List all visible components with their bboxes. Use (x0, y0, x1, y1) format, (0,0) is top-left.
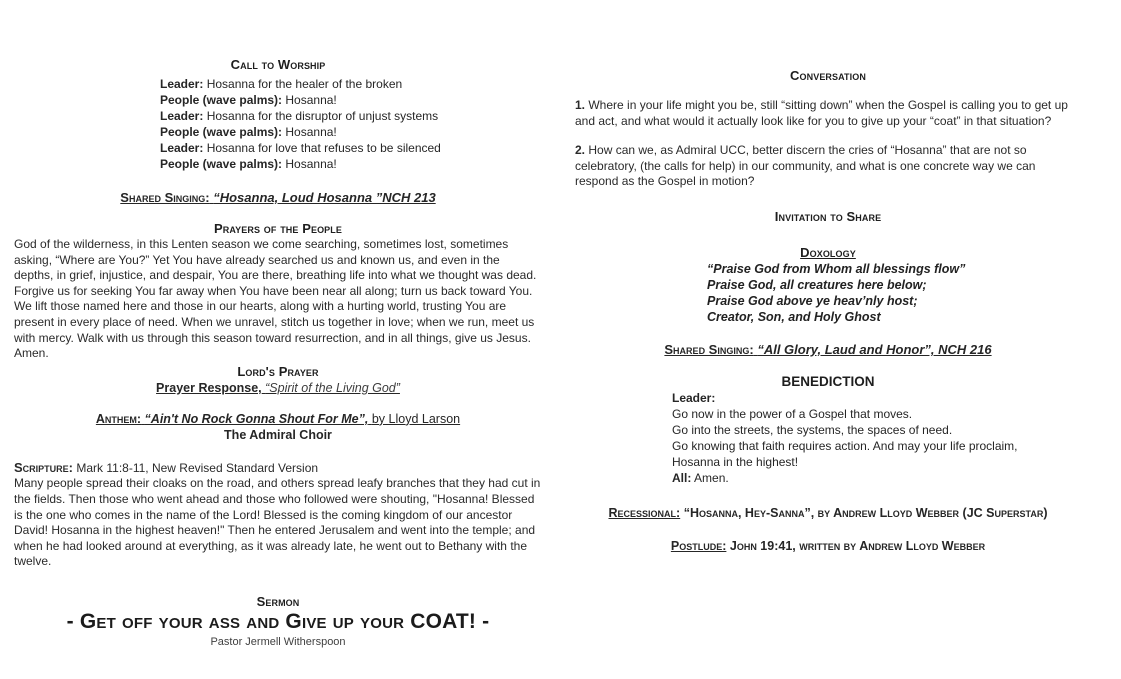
speaker-label: People (wave palms): (160, 125, 283, 139)
speaker-label: People (wave palms): (160, 93, 283, 107)
right-column (575, 0, 1081, 554)
postlude-line (575, 538, 1081, 554)
anthem-title: “Ain't No Rock Gonna Shout For Me”, (144, 411, 369, 426)
sermon-title: - Get off your ass and Give up your COAT! - (66, 609, 490, 633)
speaker-label: Leader: (160, 77, 204, 91)
responsive-line (160, 156, 542, 172)
benediction-line: Hosanna in the highest! (672, 454, 799, 469)
shared-singing-title: “Hosanna, Loud Hosanna ”NCH 213 (213, 190, 436, 205)
scripture-ref: Mark 11:8-11, New Revised Standard Version (76, 460, 319, 475)
anthem-composer: by Lloyd Larson (371, 411, 461, 426)
speaker-text: Hosanna! (285, 93, 337, 107)
recessional-line (575, 505, 1081, 521)
recessional-label: Recessional: (608, 505, 681, 520)
shared-singing-label: Shared Singing: (664, 341, 754, 357)
speaker-text: Hosanna! (285, 157, 337, 171)
responsive-line (160, 140, 542, 156)
pastor-name: Pastor Jermell Witherspoon (210, 635, 346, 648)
call-to-worship-heading: Call to Worship (230, 57, 326, 72)
speaker-label: People (wave palms): (160, 157, 283, 171)
postlude-text: John 19:41, written by Andrew Lloyd Webber (729, 538, 986, 553)
doxology-line: “Praise God from Whom all blessings flow” (707, 261, 966, 276)
conversation-question-2 (575, 143, 1081, 190)
benediction-line: Go into the streets, the systems, the spaces of need. (672, 422, 953, 437)
speaker-label: Leader: (160, 109, 204, 123)
left-column (14, 0, 542, 649)
doxology-line: Praise God above ye heav’nly host; (707, 293, 918, 308)
benediction-heading: BENEDICTION (781, 373, 875, 389)
speaker-label: Leader: (160, 141, 204, 155)
choir-line: The Admiral Choir (224, 427, 332, 442)
speaker-text: Hosanna for the disruptor of unjust systems (206, 109, 439, 123)
prayers-heading: Prayers of the People (214, 221, 342, 236)
prayers-body: God of the wilderness, in this Lenten season we come searching, sometimes lost, sometimes asking, “Where are You?” Yet You have already searched us and known us, and even in the depths, in grief, injustice, and despair, You are there, breathing life into what we thought was dead. Forgive us for seeking You far away when You have been near all along; turn us back toward You. We lift those named here and those in our hearts, along with a hurting world, trusting You are present in every place of need. When we unravel, stitch us together in love; when we run, meet us with mercy. Walk with us through this season toward resurrection, and in all things, give us Jesus. Amen. (14, 237, 537, 361)
responsive-line (160, 108, 542, 124)
invitation-heading: Invitation to Share (774, 208, 882, 224)
benediction-all-text: Amen. (694, 470, 729, 485)
shared-singing-line (575, 342, 1081, 358)
benediction-leader-label: Leader: (672, 390, 716, 405)
shared-singing-title: “All Glory, Laud and Honor”, NCH 216 (757, 341, 992, 357)
question-text: Where in your life might you be, still “sitting down” when the Gospel is calling you to get up and act, and what would it actually look like for you to give up your “coat” in that situation? (575, 98, 1068, 128)
sermon-heading: Sermon (256, 593, 300, 609)
call-to-worship-lines (160, 76, 542, 172)
doxology-line: Praise God, all creatures here below; (707, 277, 927, 292)
lords-prayer-heading: Lord's Prayer (237, 363, 319, 379)
question-text: How can we, as Admiral UCC, better discern the cries of “Hosanna” that are not so celebratory, (the calls for help) in our community, and what is one concrete way we can respond as the Gospel in motion? (575, 143, 1036, 189)
conversation-heading: Conversation (790, 68, 866, 83)
shared-singing-line (14, 190, 542, 206)
anthem-label: Anthem: (95, 411, 142, 426)
question-number: 1. (575, 98, 586, 112)
anthem-line (14, 411, 542, 427)
conversation-question-1 (575, 98, 1081, 129)
doxology-heading: Doxology (800, 244, 856, 260)
question-number: 2. (575, 143, 586, 158)
speaker-text: Hosanna for love that refuses to be silenced (206, 141, 441, 155)
scripture-ref-line (14, 460, 542, 477)
recessional-text: “Hosanna, Hey-Sanna”, by Andrew Lloyd Webber (JC Superstar) (683, 505, 1048, 520)
scripture-body: Many people spread their cloaks on the road, and others spread leafy branches that they had cut in the fields. Then those who went ahead and those who followed were shouting, "Hosanna! Blessed is the one who comes in the name of the Lord! Blessed is the coming kingdom of our ancestor David! Hosanna in the highest heaven!" Then he entered Jerusalem and went into the temple; and when he had looked around at everything, as it was already late, he went out to Bethany with the twelve. (14, 476, 541, 569)
shared-singing-label: Shared Singing: (120, 190, 210, 205)
speaker-text: Hosanna! (285, 125, 337, 139)
responsive-line (160, 92, 542, 108)
speaker-text: Hosanna for the healer of the broken (206, 77, 403, 91)
scripture-block (14, 460, 542, 570)
benediction-all-label: All: (672, 470, 692, 485)
scripture-label: Scripture: (14, 459, 74, 475)
benediction-all-line (672, 470, 1081, 486)
doxology-verse (707, 261, 1081, 325)
prayer-response-label: Prayer Response, (156, 380, 262, 395)
benediction-block (672, 390, 1081, 486)
benediction-line: Go knowing that faith requires action. And may your life proclaim, (672, 438, 1018, 453)
prayer-response-title: “Spirit of the Living God” (265, 380, 400, 395)
benediction-line: Go now in the power of a Gospel that moves. (672, 406, 913, 421)
responsive-line (160, 124, 542, 140)
prayer-response-line (14, 380, 542, 396)
postlude-label: Postlude: (670, 538, 727, 553)
doxology-line: Creator, Son, and Holy Ghost (707, 309, 881, 324)
responsive-line (160, 76, 542, 92)
